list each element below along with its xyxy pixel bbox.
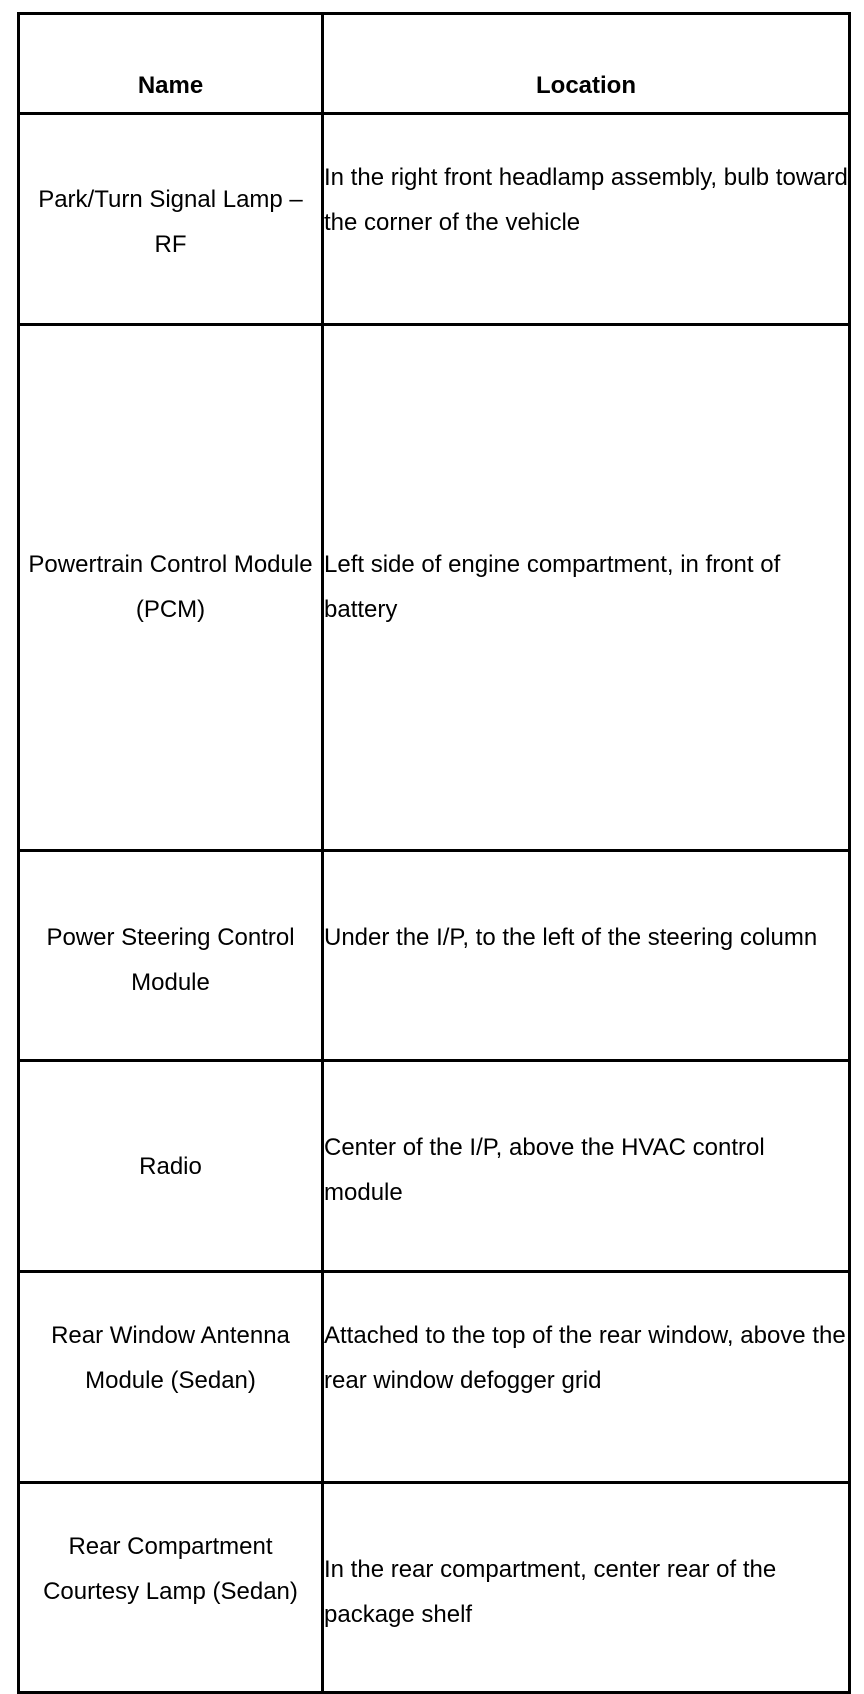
table-row bbox=[19, 1483, 850, 1693]
table-row bbox=[19, 1061, 850, 1272]
component-name: Radio bbox=[19, 1061, 323, 1272]
component-name: Power Steering Control Module bbox=[19, 851, 323, 1061]
table-row bbox=[19, 114, 850, 325]
component-location: Center of the I/P, above the HVAC control module bbox=[323, 1061, 850, 1272]
header-location: Location bbox=[323, 14, 850, 114]
component-location: Left side of engine compartment, in front of battery bbox=[323, 325, 850, 851]
component-location-table bbox=[17, 12, 851, 1694]
component-name: Rear Compartment Courtesy Lamp (Sedan) bbox=[19, 1483, 323, 1693]
component-name: Rear Window Antenna Module (Sedan) bbox=[19, 1272, 323, 1483]
component-name: Park/Turn Signal Lamp – RF bbox=[19, 114, 323, 325]
table-row bbox=[19, 325, 850, 851]
component-name: Powertrain Control Module (PCM) bbox=[19, 325, 323, 851]
component-location: Attached to the top of the rear window, above the rear window defogger grid bbox=[323, 1272, 850, 1483]
header-name: Name bbox=[19, 14, 323, 114]
table-header-row bbox=[19, 14, 850, 114]
component-location: Under the I/P, to the left of the steering column bbox=[323, 851, 850, 1061]
table-row bbox=[19, 1272, 850, 1483]
table-row bbox=[19, 851, 850, 1061]
component-location: In the rear compartment, center rear of the package shelf bbox=[323, 1483, 850, 1693]
component-location: In the right front headlamp assembly, bulb toward the corner of the vehicle bbox=[323, 114, 850, 325]
